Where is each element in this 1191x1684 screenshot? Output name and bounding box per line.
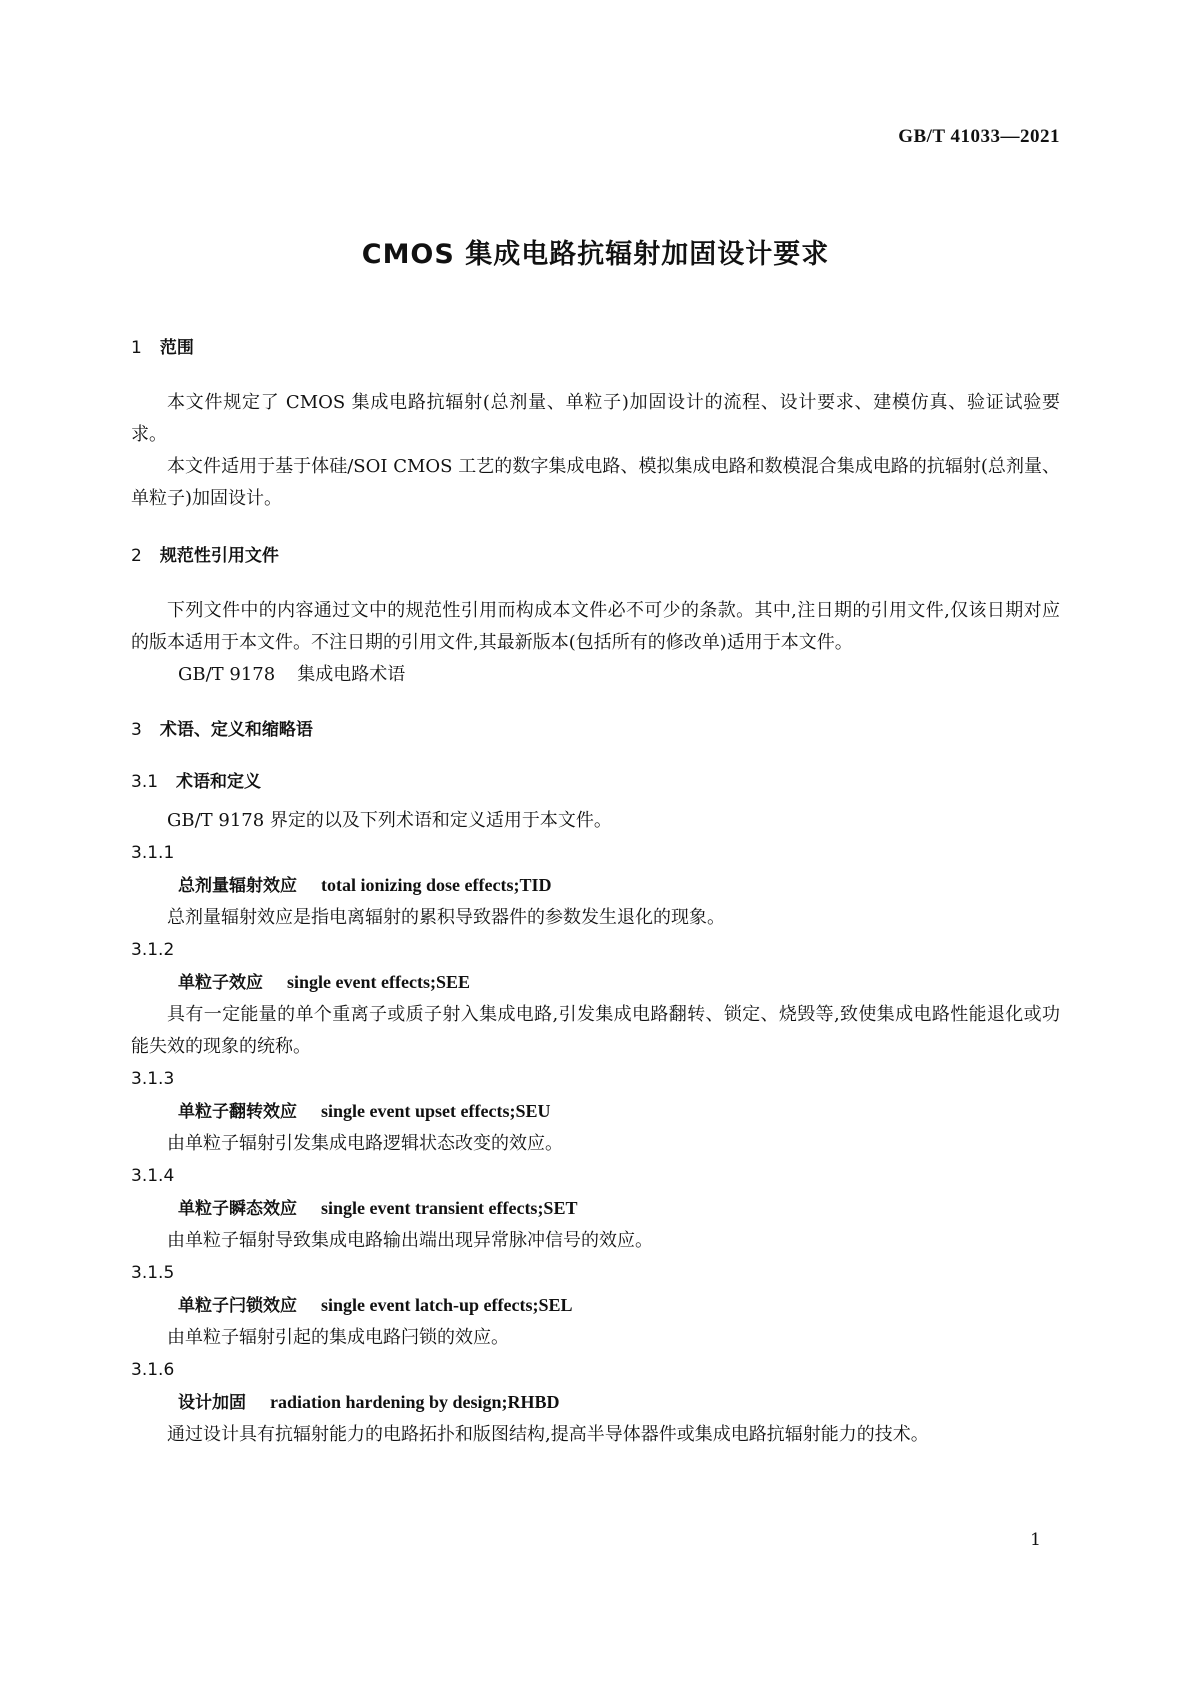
- section-title: 规范性引用文件: [159, 546, 279, 566]
- term-entry: [131, 1160, 1060, 1257]
- term-definition: 由单粒子辐射引发集成电路逻辑状态改变的效应。: [167, 1133, 563, 1154]
- term-entry: [131, 934, 1060, 1063]
- term-name: [131, 1095, 1060, 1128]
- term-number: 3.1.1: [131, 843, 175, 863]
- section-number: 1: [131, 338, 142, 358]
- term-name-zh: 总剂量辐射效应: [178, 876, 297, 896]
- section-number: 2: [131, 546, 142, 566]
- section-number: 3: [131, 720, 142, 740]
- page-number: 1: [1030, 1530, 1041, 1550]
- term-name-en: single event upset effects;SEU: [321, 1101, 551, 1121]
- term-definition: 总剂量辐射效应是指电离辐射的累积导致器件的参数发生退化的现象。: [167, 907, 725, 928]
- term-name-en: single event effects;SEE: [287, 972, 470, 992]
- section-title: 术语和定义: [176, 772, 262, 792]
- section-heading-2: [131, 543, 1060, 569]
- term-name-zh: 单粒子效应: [178, 973, 263, 993]
- term-definition: 由单粒子辐射导致集成电路输出端出现异常脉冲信号的效应。: [167, 1230, 653, 1251]
- term-entry: [131, 1063, 1060, 1160]
- term-entry: [131, 1257, 1060, 1354]
- term-number: 3.1.2: [131, 940, 175, 960]
- term-name-zh: 设计加固: [178, 1393, 246, 1413]
- term-name: [131, 1289, 1060, 1322]
- term-name-en: single event transient effects;SET: [321, 1198, 578, 1218]
- term-name: [131, 966, 1060, 999]
- standard-number: GB/T 41033—2021: [898, 126, 1060, 147]
- term-number: 3.1.3: [131, 1069, 175, 1089]
- term-definition: 由单粒子辐射引起的集成电路闩锁的效应。: [167, 1327, 509, 1348]
- section-heading-1: [131, 335, 1060, 361]
- document-body: [131, 335, 1060, 1451]
- term-name-zh: 单粒子翻转效应: [178, 1102, 297, 1122]
- term-number: 3.1.5: [131, 1263, 175, 1283]
- section-title: 术语、定义和缩略语: [159, 720, 313, 740]
- term-name-en: single event latch-up effects;SEL: [321, 1295, 573, 1315]
- section-title: 范围: [159, 338, 194, 358]
- term-name-zh: 单粒子闩锁效应: [178, 1296, 297, 1316]
- paragraph: 本文件规定了 CMOS 集成电路抗辐射(总剂量、单粒子)加固设计的流程、设计要求、建模仿真、验证试验要求。: [131, 392, 1060, 445]
- term-name-zh: 单粒子瞬态效应: [178, 1199, 297, 1219]
- term-number: 3.1.4: [131, 1166, 175, 1186]
- term-name-en: radiation hardening by design;RHBD: [270, 1392, 560, 1412]
- section-heading-3-1: [131, 769, 1060, 795]
- term-number: 3.1.6: [131, 1360, 175, 1380]
- reference-code: GB/T 9178: [178, 664, 276, 685]
- term-definition: 通过设计具有抗辐射能力的电路拓扑和版图结构,提高半导体器件或集成电路抗辐射能力的技术。: [167, 1424, 929, 1445]
- term-name: [131, 869, 1060, 902]
- normative-reference: [131, 659, 1060, 691]
- term-definition: 具有一定能量的单个重离子或质子射入集成电路,引发集成电路翻转、锁定、烧毁等,致使集成电路性能退化或功能失效的现象的统称。: [131, 1004, 1060, 1057]
- term-name-en: total ionizing dose effects;TID: [321, 875, 552, 895]
- term-name: [131, 1386, 1060, 1419]
- document-title: CMOS 集成电路抗辐射加固设计要求: [361, 239, 830, 270]
- paragraph: 本文件适用于基于体硅/SOI CMOS 工艺的数字集成电路、模拟集成电路和数模混合集成电路的抗辐射(总剂量、单粒子)加固设计。: [131, 456, 1060, 509]
- paragraph: 下列文件中的内容通过文中的规范性引用而构成本文件必不可少的条款。其中,注日期的引用文件,仅该日期对应的版本适用于本文件。不注日期的引用文件,其最新版本(包括所有的修改单)适用于本文件。: [131, 600, 1060, 653]
- reference-title: 集成电路术语: [297, 664, 406, 685]
- section-number: 3.1: [131, 772, 159, 792]
- term-name: [131, 1192, 1060, 1225]
- term-entry: [131, 1354, 1060, 1451]
- term-entry: [131, 837, 1060, 934]
- section-heading-3: [131, 717, 1060, 743]
- paragraph: GB/T 9178 界定的以及下列术语和定义适用于本文件。: [167, 810, 612, 831]
